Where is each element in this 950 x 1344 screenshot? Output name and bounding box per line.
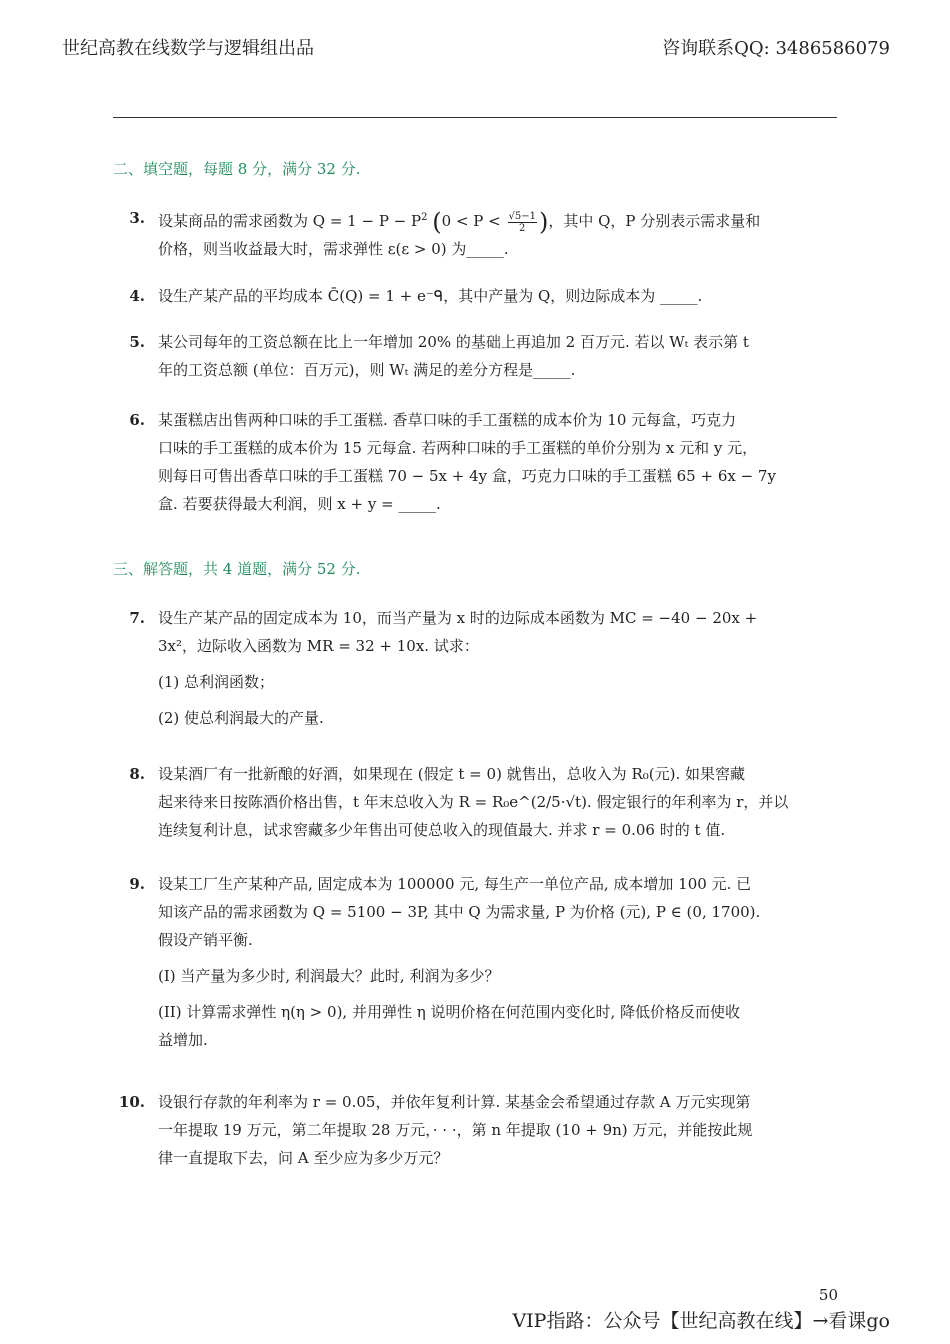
question-9 [113, 870, 837, 1054]
question-text-line2: 一年提取 19 万元，第二年提取 28 万元，· · ·，第 n 年提取 (10 + 9n) 万元，并能按此规 [158, 1121, 753, 1139]
section-title-fill-in: 二、填空题，每题 8 分，满分 32 分. [113, 160, 361, 178]
right-paren: ) [538, 208, 549, 236]
question-text-line1: 设某工厂生产某种产品, 固定成本为 100000 元, 每生产一单位产品, 成本增加 100 元. 已 [158, 875, 752, 893]
q3-pre: 设某商品的需求函数为 Q = 1 − P − P [158, 212, 422, 230]
subquestion-2: (2) 使总利润最大的产量. [158, 709, 324, 727]
question-text-line1: 设银行存款的年利率为 r = 0.05，并依年复利计算. 某基金会希望通过存款 A 万元实现第 [158, 1093, 751, 1111]
question-text-line2: 3x²，边际收入函数为 MR = 32 + 10x. 试求： [158, 637, 479, 655]
q3-fraction [508, 211, 537, 234]
question-text-line4: 盒. 若要获得最大利润，则 x + y = _____. [158, 495, 441, 513]
question-text-line2: 知该产品的需求函数为 Q = 5100 − 3P, 其中 Q 为需求量, P 为价格 (元), P ∈ (0, 1700). [158, 903, 761, 921]
question-3 [113, 204, 837, 263]
question-number: 3. [129, 209, 145, 227]
question-number: 6. [129, 411, 145, 429]
subquestion-2: (II) 计算需求弹性 η(η > 0), 并用弹性 η 说明价格在何范围内变化时, 降低价格反而使收 [158, 1003, 741, 1021]
question-10 [113, 1088, 837, 1172]
question-number: 10. [118, 1093, 145, 1111]
left-paren: ( [432, 208, 442, 236]
q3-condition: 0 < P < [441, 212, 501, 230]
question-number: 4. [129, 287, 145, 305]
question-text-line1: 设生产某产品的固定成本为 10，而当产量为 x 时的边际成本函数为 MC = −40 − 20x + [158, 609, 758, 627]
question-text-line2: 价格，则当收益最大时，需求弹性 ε(ε > 0) 为_____. [158, 240, 509, 258]
question-text-line3: 则每日可售出香草口味的手工蛋糕 70 − 5x + 4y 盒，巧克力口味的手工蛋糕 65 + 6x − 7y [158, 467, 776, 485]
page-number: 50 [818, 1286, 838, 1304]
frac-denominator: 2 [519, 222, 526, 234]
question-text: 设生产某产品的平均成本 C̄(Q) = 1 + e⁻ᑫ，其中产量为 Q，则边际成本为 _____. [158, 287, 703, 305]
question-text-line3: 假设产销平衡. [158, 931, 253, 949]
subquestion-1: (I) 当产量为多少时, 利润最大？此时, 利润为多少？ [158, 967, 500, 985]
subquestion-1: (1) 总利润函数； [158, 673, 275, 691]
question-5 [113, 328, 837, 384]
question-4 [113, 282, 837, 310]
q3-post: ，其中 Q，P 分别表示需求量和 [548, 212, 761, 230]
question-text-line3: 律一直提取下去，问 A 至少应为多少万元？ [158, 1149, 449, 1167]
question-text-line1: 设某酒厂有一批新酿的好酒，如果现在 (假定 t = 0) 就售出，总收入为 R₀(元). 如果窖藏 [158, 765, 746, 783]
q3-square: 2 [421, 212, 428, 223]
header-contact: 咨询联系QQ: 3486586079 [662, 38, 890, 59]
section-title-answers: 三、解答题，共 4 道题，满分 52 分. [113, 560, 361, 578]
header-left-title: 世纪高教在线数学与逻辑组出品 [62, 38, 314, 59]
question-8 [113, 760, 837, 844]
footer-vip-note: VIP指路：公众号【世纪高教在线】→看课go [512, 1310, 890, 1332]
question-text-line1: 某蛋糕店出售两种口味的手工蛋糕. 香草口味的手工蛋糕的成本价为 10 元每盒，巧克力 [158, 411, 737, 429]
question-text-line3: 连续复利计息，试求窖藏多少年售出可使总收入的现值最大. 并求 r = 0.06 时的 t 值. [158, 821, 726, 839]
frac-numerator: √5−1 [508, 210, 536, 222]
question-text-line2: 起来待来日按陈酒价格出售，t 年末总收入为 R = R₀e^(2/5·√t). 假定银行的年利率为 r，并以 [158, 793, 789, 811]
question-7 [113, 604, 837, 732]
question-number: 8. [129, 765, 145, 783]
subquestion-2-cont: 益增加. [158, 1031, 208, 1049]
question-6 [113, 406, 837, 518]
question-number: 5. [129, 333, 145, 351]
question-text-line2: 口味的手工蛋糕的成本价为 15 元每盒. 若两种口味的手工蛋糕的单价分别为 x 元和 y 元， [158, 439, 758, 457]
question-number: 9. [129, 875, 145, 893]
question-text-line2: 年的工资总额 (单位：百万元)，则 Wₜ 满足的差分方程是_____. [158, 361, 576, 379]
header-rule [113, 117, 837, 118]
question-text [158, 204, 837, 235]
question-number: 7. [129, 609, 145, 627]
question-text-line1: 某公司每年的工资总额在比上一年增加 20% 的基础上再追加 2 百万元. 若以 Wₜ 表示第 t [158, 333, 749, 351]
